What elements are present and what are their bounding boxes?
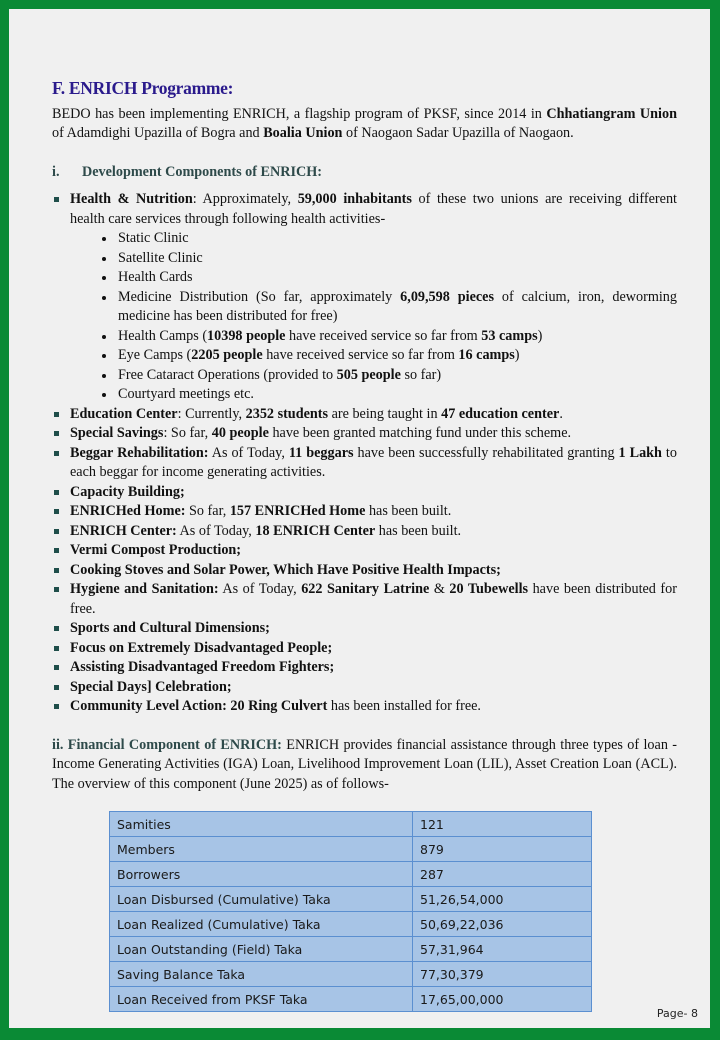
item-text: Eye Camps (	[118, 347, 192, 363]
item-text: )	[514, 347, 520, 363]
item-highlight: 11 beggars	[288, 444, 354, 461]
intro-union-2: Boalia Union	[263, 125, 343, 141]
list-item-focus	[52, 639, 677, 659]
square-bullet-icon	[54, 509, 59, 514]
item-text: As of Today,	[176, 522, 256, 539]
square-bullet-icon	[54, 412, 59, 417]
list-item-community	[52, 697, 677, 717]
financial-heading: ii. Financial Component of ENRICH:	[52, 736, 282, 753]
table-cell-label: Saving Balance Taka	[110, 962, 413, 987]
item-text: of these two unions are receiving different health care services through following health activities-	[70, 191, 677, 227]
list-item-sports	[52, 619, 677, 639]
health-activities-list	[70, 229, 677, 405]
round-bullet-icon	[102, 257, 106, 261]
square-bullet-icon	[54, 626, 59, 631]
table-cell-value: 77,30,379	[413, 962, 592, 987]
item-highlight: 59,000 inhabitants	[297, 191, 412, 207]
intro-text: BEDO has been implementing ENRICH, a flagship program of PKSF, since 2014 in	[52, 105, 547, 122]
item-label: Capacity Building;	[70, 483, 185, 500]
square-bullet-icon	[54, 490, 59, 495]
item-text: So far,	[185, 503, 230, 519]
item-highlight: 20 Ring Culvert	[230, 698, 328, 714]
table-row	[110, 887, 592, 912]
round-bullet-icon	[102, 354, 106, 358]
list-item-cooking-stoves	[52, 561, 677, 581]
list-item-enriched-home	[52, 502, 677, 522]
square-bullet-icon	[54, 529, 59, 534]
development-heading-number: i.	[52, 163, 60, 180]
table-row	[110, 837, 592, 862]
intro-union-1: Chhatiangram Union	[546, 105, 677, 122]
table-row	[110, 987, 592, 1012]
list-item-health-camps	[100, 327, 677, 347]
item-highlight: 16 camps	[458, 347, 515, 363]
list-item-enrich-center	[52, 522, 677, 542]
item-label: ENRICH Center:	[70, 522, 177, 539]
item-text: Courtyard meetings etc.	[118, 386, 254, 402]
item-label: Cooking Stoves and Solar Power, Which Have Positive Health Impacts;	[70, 561, 501, 578]
round-bullet-icon	[102, 335, 106, 339]
item-text: : Currently,	[177, 405, 246, 422]
list-item-medicine	[100, 288, 677, 327]
page-content	[52, 69, 677, 794]
list-item-special-days	[52, 678, 677, 698]
item-text: Health Camps (	[118, 327, 208, 344]
table-cell-label: Members	[110, 837, 413, 862]
item-text: As of Today,	[218, 581, 302, 597]
financial-overview-table	[109, 811, 592, 1012]
intro-text: of Adamdighi Upazilla of Bogra and	[52, 125, 264, 141]
item-highlight: 622 Sanitary Latrine	[301, 581, 430, 597]
square-bullet-icon	[54, 587, 59, 592]
square-bullet-icon	[54, 665, 59, 670]
list-item-health-cards	[100, 268, 677, 288]
intro-text: of Naogaon Sadar Upazilla of Naogaon.	[342, 125, 574, 141]
square-bullet-icon	[54, 685, 59, 690]
table-cell-label: Loan Realized (Cumulative) Taka	[110, 912, 413, 937]
table-row	[110, 812, 592, 837]
list-item-health	[52, 190, 677, 405]
list-item-capacity	[52, 483, 677, 503]
item-text: As of Today,	[208, 444, 289, 461]
table-cell-label: Samities	[110, 812, 413, 837]
list-item-cataract	[100, 366, 677, 386]
item-text: : Approximately,	[192, 191, 298, 207]
item-highlight: 40 people	[211, 425, 269, 441]
square-bullet-icon	[54, 451, 59, 456]
item-text: Satellite Clinic	[118, 249, 203, 266]
table-row	[110, 862, 592, 887]
item-text: of calcium, iron, deworming medicine has been distributed for free)	[118, 288, 677, 324]
item-text: have received service so far from	[262, 347, 459, 363]
table-cell-value: 287	[413, 862, 592, 887]
item-label: Assisting Disadvantaged Freedom Fighters;	[70, 659, 335, 675]
item-label: Special Days] Celebration;	[70, 678, 232, 695]
item-text: Static Clinic	[118, 230, 189, 246]
item-highlight: 2352 students	[245, 405, 329, 422]
table-cell-label: Loan Received from PKSF Taka	[110, 987, 413, 1012]
item-text: have been successfully rehabilitated granting	[353, 444, 619, 461]
square-bullet-icon	[54, 568, 59, 573]
intro-paragraph	[52, 105, 677, 144]
item-text: Medicine Distribution (So far, approximately	[118, 288, 401, 305]
table-cell-value: 121	[413, 812, 592, 837]
table-cell-label: Loan Disbursed (Cumulative) Taka	[110, 887, 413, 912]
development-components-list	[52, 190, 677, 717]
item-label: Education Center	[70, 405, 178, 422]
list-item-hygiene	[52, 580, 677, 619]
financial-text: ENRICH provides financial assistance through three types of loan - Income Generating Activities (IGA) Loan, Livelihood Improvement Loan (LIL), Asset Creation Loan (ACL). The overview of this component (June 2025) as of follows-	[52, 736, 677, 792]
item-highlight: 20 Tubewells	[449, 581, 529, 597]
item-text: Health Cards	[118, 269, 193, 285]
item-text: have been granted matching fund under this scheme.	[268, 425, 572, 441]
item-label: Community Level Action:	[70, 698, 227, 714]
item-text: are being taught in	[328, 405, 442, 422]
item-highlight: 2205 people	[191, 347, 263, 363]
item-text: &	[429, 581, 450, 597]
item-text: Free Cataract Operations (provided to	[118, 366, 337, 383]
item-label: ENRICHed Home:	[70, 503, 186, 519]
page-number: Page- 8	[656, 1007, 698, 1020]
item-text: : So far,	[163, 425, 212, 441]
item-text: to each beggar for income generating activities.	[70, 444, 677, 480]
square-bullet-icon	[54, 646, 59, 651]
list-item-savings	[52, 424, 677, 444]
item-label: Sports and Cultural Dimensions;	[70, 620, 270, 636]
list-item-courtyard	[100, 385, 677, 405]
development-heading	[52, 163, 677, 183]
item-highlight: 18 ENRICH Center	[255, 522, 376, 539]
item-highlight: 157 ENRICHed Home	[229, 503, 366, 519]
square-bullet-icon	[54, 548, 59, 553]
square-bullet-icon	[54, 704, 59, 709]
list-item-satellite-clinic	[100, 249, 677, 269]
item-label: Health & Nutrition	[70, 191, 193, 207]
item-highlight: 47 education center	[441, 405, 560, 422]
table-row	[110, 937, 592, 962]
round-bullet-icon	[102, 276, 106, 280]
table-cell-label: Borrowers	[110, 862, 413, 887]
item-label: Focus on Extremely Disadvantaged People;	[70, 639, 333, 656]
list-item-vermi-compost	[52, 541, 677, 561]
development-heading-text: Development Components of ENRICH:	[82, 163, 322, 180]
item-text: has been built.	[375, 522, 462, 539]
item-text: have been distributed for free.	[70, 581, 677, 617]
table-cell-label: Loan Outstanding (Field) Taka	[110, 937, 413, 962]
round-bullet-icon	[102, 296, 106, 300]
round-bullet-icon	[102, 374, 106, 378]
item-text: has been built.	[365, 503, 452, 519]
table-cell-value: 51,26,54,000	[413, 887, 592, 912]
item-label: Special Savings	[70, 425, 164, 441]
item-text: .	[559, 405, 563, 422]
item-text: has been installed for free.	[327, 698, 481, 714]
item-label: Vermi Compost Production;	[70, 542, 242, 558]
list-item-beggar	[52, 444, 677, 483]
item-highlight: 6,09,598 pieces	[400, 288, 494, 305]
item-label: Beggar Rehabilitation:	[70, 444, 209, 461]
item-highlight: 1 Lakh	[618, 444, 662, 461]
square-bullet-icon	[54, 197, 59, 202]
item-label: Hygiene and Sanitation:	[70, 581, 219, 597]
list-item-education	[52, 405, 677, 425]
table-row	[110, 912, 592, 937]
document-page	[9, 9, 710, 1028]
round-bullet-icon	[102, 393, 106, 397]
item-text: so far)	[400, 366, 442, 383]
financial-paragraph	[52, 736, 677, 795]
item-highlight: 10398 people	[207, 327, 286, 344]
round-bullet-icon	[102, 237, 106, 241]
list-item-eye-camps	[100, 346, 677, 366]
list-item-freedom-fighters	[52, 658, 677, 678]
table-cell-value: 50,69,22,036	[413, 912, 592, 937]
item-text: )	[537, 327, 543, 344]
list-item-static-clinic	[100, 229, 677, 249]
item-highlight: 505 people	[336, 366, 401, 383]
table-cell-value: 17,65,00,000	[413, 987, 592, 1012]
item-highlight: 53 camps	[481, 327, 538, 344]
table-cell-value: 57,31,964	[413, 937, 592, 962]
square-bullet-icon	[54, 431, 59, 436]
table-cell-value: 879	[413, 837, 592, 862]
section-title: F. ENRICH Programme:	[52, 78, 234, 98]
table-row	[110, 962, 592, 987]
item-text: have received service so far from	[285, 327, 482, 344]
